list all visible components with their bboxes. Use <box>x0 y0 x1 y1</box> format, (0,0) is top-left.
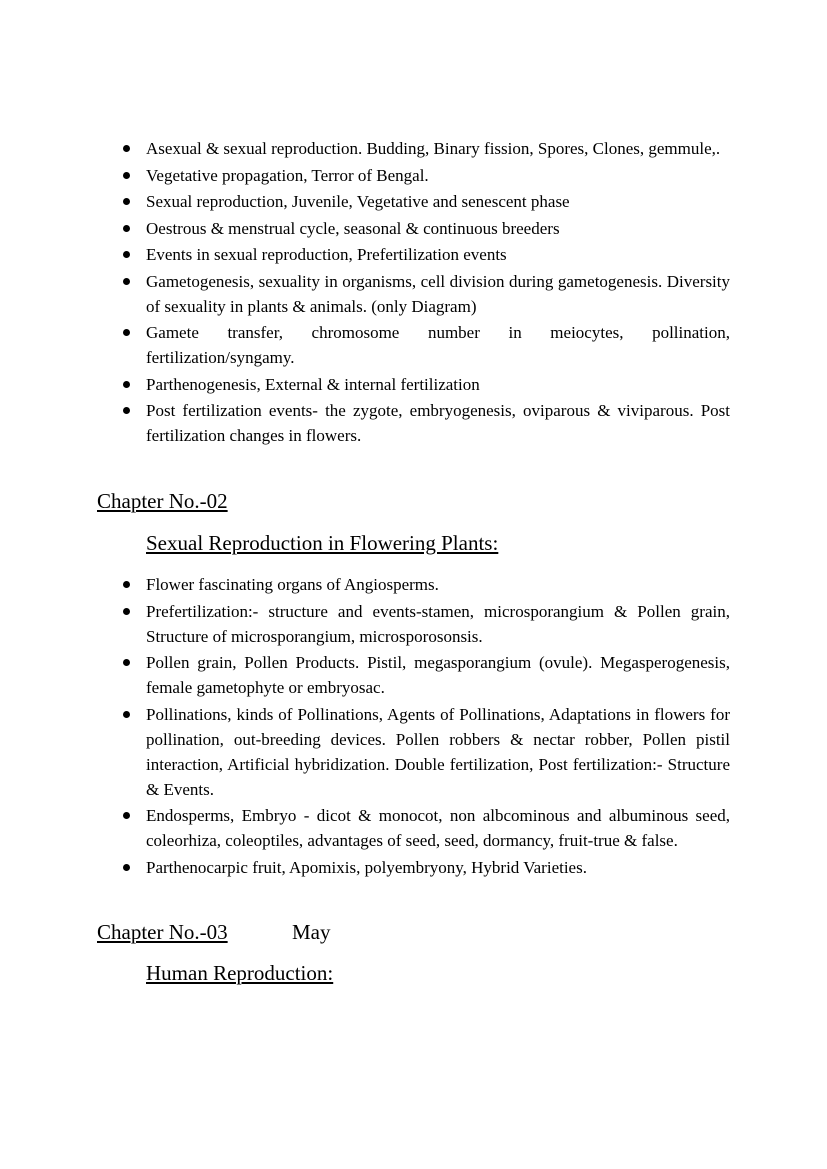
list-item <box>97 269 730 319</box>
list-item-text: Post fertilization events- the zygote, embryogenesis, oviparous & viviparous. Post fertilization changes in flowers. <box>146 401 730 445</box>
list-item <box>97 650 730 700</box>
list-item-text: Flower fascinating organs of Angiosperms. <box>146 575 439 594</box>
chapter-3-title: Human Reproduction: <box>146 961 334 985</box>
chapter-3-heading <box>97 918 228 946</box>
list-item-text: Gametogenesis, sexuality in organisms, cell division during gametogenesis. Diversity of sexuality in plants & animals. (only Diagram) <box>146 271 730 316</box>
list-item-text: Oestrous & menstrual cycle, seasonal & continuous breeders <box>146 218 560 238</box>
chapter-2-heading <box>97 487 228 515</box>
list-item <box>97 242 730 267</box>
bullet-icon <box>123 812 130 819</box>
list-item <box>97 216 730 241</box>
chapter-2-title: Sexual Reproduction in Flowering Plants: <box>146 531 499 555</box>
bullet-icon <box>123 864 130 871</box>
list-item-text: Prefertilization:- structure and events-stamen, microsporangium & Pollen grain, Structure of microsporangium, microsporosonsis. <box>146 601 730 646</box>
chapter-3-month: May <box>292 920 331 944</box>
list-item <box>97 189 730 214</box>
bullet-icon <box>123 711 130 718</box>
list-item-text: Endosperms, Embryo - dicot & monocot, non albcominous and albuminous seed, coleorhiza, coleoptiles, advantages of seed, seed, dormancy, fruit-true & false. <box>146 806 730 850</box>
list-item <box>97 599 730 649</box>
list-item-text: Pollinations, kinds of Pollinations, Agents of Pollinations, Adaptations in flowers for pollination, out-breeding devices. Pollen robbers & nectar robber, Pollen pistil interaction, Artificial hybridization. Double fertilization, Post fertilization:- Structure & Events. <box>146 704 730 799</box>
bullet-icon <box>123 225 130 232</box>
bullet-icon <box>123 407 130 414</box>
topic-list-chapter-2 <box>97 572 730 881</box>
list-item <box>97 398 730 448</box>
bullet-icon <box>123 198 130 205</box>
list-item-text: Events in sexual reproduction, Prefertilization events <box>146 245 507 264</box>
list-item <box>97 163 730 188</box>
bullet-icon <box>123 251 130 258</box>
list-item <box>97 136 730 161</box>
chapter-2-number: Chapter No.-02 <box>97 489 228 513</box>
bullet-icon <box>123 329 130 336</box>
list-item <box>97 803 730 853</box>
bullet-icon <box>123 381 130 388</box>
list-item-text: Parthenogenesis, External & internal fertilization <box>146 374 480 394</box>
list-item-text: Pollen grain, Pollen Products. Pistil, megasporangium (ovule). Megasperogenesis, female gametophyte or embryosac. <box>146 653 730 697</box>
list-item <box>97 572 730 597</box>
list-item-text: Parthenocarpic fruit, Apomixis, polyembryony, Hybrid Varieties. <box>146 857 587 877</box>
list-item <box>97 855 730 880</box>
list-item-text: Vegetative propagation, Terror of Bengal. <box>146 165 429 185</box>
bullet-icon <box>123 659 130 666</box>
list-item <box>97 320 730 370</box>
bullet-icon <box>123 172 130 179</box>
list-item <box>97 372 730 397</box>
list-item-text: Gamete transfer, chromosome number in meiocytes, pollination, fertilization/syngamy. <box>146 323 730 367</box>
chapter-3-number: Chapter No.-03 <box>97 920 228 944</box>
bullet-icon <box>123 608 130 615</box>
bullet-icon <box>123 581 130 588</box>
list-item-text: Asexual & sexual reproduction. Budding, Binary fission, Spores, Clones, gemmule,. <box>146 139 721 158</box>
list-item <box>97 702 730 802</box>
topic-list-chapter-1 <box>97 136 730 450</box>
list-item-text: Sexual reproduction, Juvenile, Vegetative and senescent phase <box>146 192 570 211</box>
bullet-icon <box>123 278 130 285</box>
bullet-icon <box>123 145 130 152</box>
